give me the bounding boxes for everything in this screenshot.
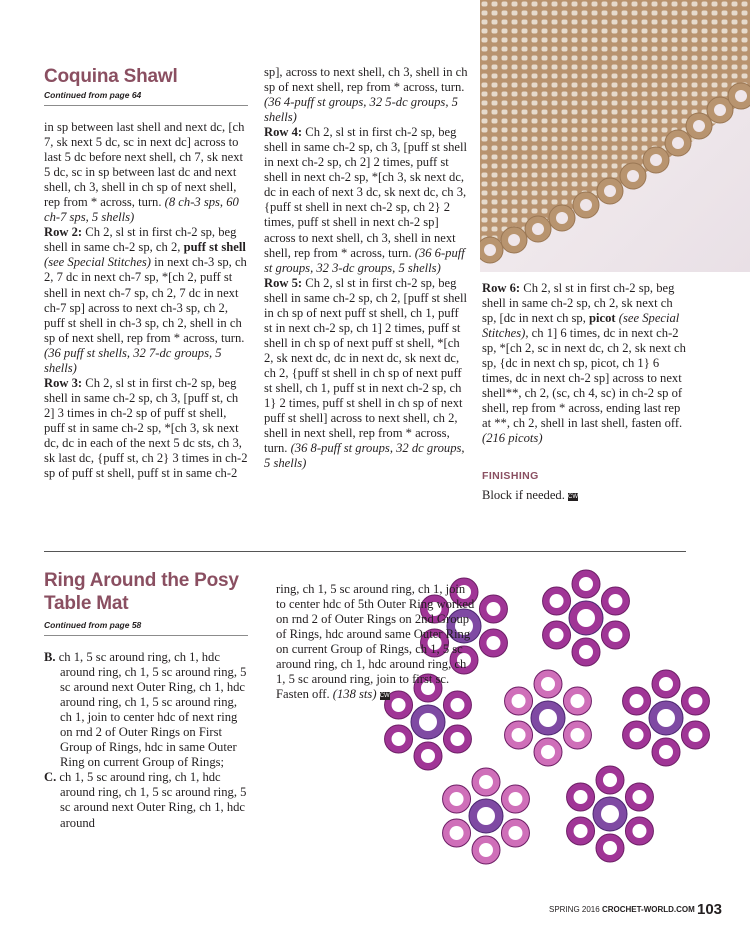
outer-ring-hole-4-5 <box>688 694 702 708</box>
ring-col2-count: (138 sts) <box>332 687 377 702</box>
row4-label: Row 4: <box>264 125 303 140</box>
coquina-column-2 <box>264 65 468 471</box>
row3-text: Ch 2, sl st in first ch-2 sp, beg shell in same ch-2 sp, ch 3, [puff st, ch 2] 3 times in ch-2 sp of puff st shell, puff st in same ch-2 sp, *[ch 3, sk next dc, dc in each of the next 5 dc sts, ch 3, sk last dc, {puff st, ch 2} 3 times in ch-2 sp of puff st shell, puff st in same ch-2 <box>44 375 248 481</box>
step-c-text: ch 1, 5 sc around ring, ch 1, hdc around ring, ch 1, 5 sc around ring, 5 sc around next Outer Ring, ch 1, hdc around <box>59 770 247 830</box>
ring-title <box>44 569 239 615</box>
outer-ring-hole-1-2 <box>550 628 564 642</box>
center-ring-hole-2 <box>419 713 437 731</box>
outer-ring-hole-1-5 <box>608 594 622 608</box>
ring-continued: Continued from page 58 <box>44 620 142 630</box>
outer-ring-hole-5-0 <box>508 826 522 840</box>
outer-ring-hole-4-2 <box>630 728 644 742</box>
outer-ring-hole-6-5 <box>632 790 646 804</box>
shawl-photo-image <box>480 0 750 272</box>
coquina-column-3 <box>482 281 686 447</box>
row4-count: (36 6-puff st groups, 32 3-dc groups, 5 shells) <box>264 245 465 275</box>
step-b-label: B. <box>44 650 56 664</box>
row6-text-a: Ch 2, sl st in first ch-2 sp, beg shell in same ch-2 sp, ch 2, sk next ch sp, [dc in next ch sp, <box>482 281 675 326</box>
outer-ring-hole-3-0 <box>570 728 584 742</box>
outer-ring-hole-3-2 <box>512 728 526 742</box>
row5-count: (36 8-puff st groups, 32 dc groups, 5 shells) <box>264 441 465 471</box>
row2-text-a: Ch 2, sl st in first ch-2 sp, beg shell in same ch-2 sp, ch 2, <box>44 225 237 255</box>
row3-label: Row 3: <box>44 375 83 390</box>
outer-ring-hole-4-0 <box>688 728 702 742</box>
outer-ring-hole-6-1 <box>603 841 617 855</box>
outer-ring-hole-6-2 <box>574 824 588 838</box>
center-ring-hole-6 <box>601 805 619 823</box>
section-divider <box>44 551 686 552</box>
center-ring-hole-3 <box>539 709 557 727</box>
coquina-rule <box>44 105 248 106</box>
outer-ring-hole-6-3 <box>574 790 588 804</box>
coquina-continued: Continued from page 64 <box>44 90 142 100</box>
footer-issue <box>549 905 695 914</box>
finishing-text: Block if needed. <box>482 488 565 502</box>
row2-special: (see Special Stitches) <box>44 255 152 270</box>
finishing-heading: FINISHING <box>482 470 539 482</box>
outer-ring-hole-5-1 <box>479 843 493 857</box>
outer-ring-hole-5-5 <box>508 792 522 806</box>
ring-rule <box>44 635 248 636</box>
row5-label: Row 5: <box>264 275 303 290</box>
outer-ring-hole-2-2 <box>392 732 406 746</box>
ring-title-line-1: Ring Around the Posy <box>44 570 239 591</box>
outer-ring-hole-1-4 <box>579 577 593 591</box>
outer-ring-hole-6-0 <box>632 824 646 838</box>
cw-end-mark: CW <box>568 494 579 500</box>
outer-ring-hole-4-4 <box>659 677 673 691</box>
footer-season: SPRING 2016 <box>549 905 600 914</box>
row6-count: (216 picots) <box>482 431 543 446</box>
outer-ring-hole-1-1 <box>579 645 593 659</box>
ring-column-2 <box>276 582 476 702</box>
outer-ring-hole-6-4 <box>603 773 617 787</box>
row6-text-b: , ch 1] 6 times, dc in next ch-2 sp, *[ch 2, sc in next dc, ch 2, sk next ch sp, {dc in next ch sp, picot, ch 1} 6 times, dc in next ch-2 sp] across to next shell**, ch 2, (sc, ch 4, sc) in ch-2 sp of shell, rep from * across, ending last rep at **, ch 2, shell in last shell, fasten off. <box>482 326 686 431</box>
outer-ring-hole-1-0 <box>608 628 622 642</box>
outer-ring-hole-0-0 <box>486 636 500 650</box>
page-number: 103 <box>697 901 723 918</box>
coquina-title: Coquina Shawl <box>44 66 178 87</box>
step-b-text: ch 1, 5 sc around ring, ch 1, hdc around ring, ch 1, 5 sc around ring, 5 sc around next Outer Ring, ch 1, hdc around ring, ch 1, 5 sc around ring, ch 1, join to center hdc of next ring on rnd 2 of Outer Rings on First Group of Rings, hdc in same Outer Ring on current Group of Rings; <box>58 650 247 770</box>
outer-ring-hole-2-0 <box>450 732 464 746</box>
outer-ring-hole-4-1 <box>659 745 673 759</box>
row5-text: Ch 2, sl st in first ch-2 sp, beg shell in same ch-2 sp, ch 2, [puff st shell in ch sp of next puff st shell, ch 1, puff st in next ch-2 sp, ch 1] 2 times, puff st shell in ch sp of next puff st shell, *[ch 2, sk next dc, dc in next dc, sk next dc, ch 2, {puff st shell in ch sp of next puff st shell, ch 1, puff st in next ch-2 sp, ch 1} 2 times, puff st shell in ch sp of next puff st shell] across to next shell, ch 2, shell in next shell, rep from * across, turn. <box>264 275 467 456</box>
outer-ring-hole-5-4 <box>479 775 493 789</box>
center-ring-hole-1 <box>577 609 595 627</box>
center-ring-hole-5 <box>477 807 495 825</box>
cw-end-mark-2: CW <box>379 693 390 700</box>
coquina-col2-intro: sp], across to next shell, ch 3, shell in ch sp of next shell, rep from * across, turn. <box>264 65 468 95</box>
outer-ring-hole-3-3 <box>512 694 526 708</box>
step-c-label: C. <box>44 770 57 785</box>
coquina-col2-count: (36 4-puff st groups, 32 5-dc groups, 5 shells) <box>264 95 458 125</box>
row2-label: Row 2: <box>44 225 83 240</box>
outer-ring-hole-5-2 <box>450 826 464 840</box>
center-ring-hole-4 <box>657 709 675 727</box>
row4-text: Ch 2, sl st in first ch-2 sp, beg shell in same ch-2 sp, ch 3, [puff st shell in next ch-2 sp, ch 2] 2 times, puff st shell in next ch-2 sp, *[ch 3, sk next dc, dc in each of next 3 dc, sk next dc, ch 3, {puff st shell in next ch-2 sp, ch 2} 2 times, puff st shell in next ch-2 sp] across to next shell, ch 3, shell in next shell, rep from * across, turn. <box>264 125 467 260</box>
outer-ring-hole-0-5 <box>486 602 500 616</box>
ring-col2-text: ring, ch 1, 5 sc around ring, ch 1, join to center hdc of 5th Outer Ring worked on rnd 2 of Outer Rings on 2nd Group of Rings, hdc around same Outer Ring on current Group of Rings, ch 1, 5 sc around ring, ch 1, hdc around ring, ch 1, 5 sc around ring, join to first sc. Fasten off. <box>276 582 475 702</box>
finishing-text-block <box>482 488 686 503</box>
row2-count: (36 puff st shells, 32 7-dc groups, 5 shells) <box>44 345 222 375</box>
outer-ring-hole-2-1 <box>421 749 435 763</box>
outer-ring-hole-4-3 <box>630 694 644 708</box>
outer-ring-hole-3-1 <box>541 745 555 759</box>
footer-site: CROCHET-WORLD.COM <box>601 905 695 914</box>
outer-ring-hole-3-4 <box>541 677 555 691</box>
shawl-photo <box>480 0 750 272</box>
row2-bold: puff st shell <box>183 240 246 255</box>
coquina-intro-count: (8 ch-3 sps, 60 ch-7 sps, 5 shells) <box>44 195 239 225</box>
outer-ring-hole-1-3 <box>550 594 564 608</box>
coquina-column-1 <box>44 120 248 481</box>
row6-label: Row 6: <box>482 281 521 295</box>
row2-text-b: in next ch-3 sp, ch 2, 7 dc in next ch-7 sp, *[ch 2, puff st shell in next ch-7 sp, ch 2, 7 dc in next ch-7 sp] across to next ch-3 sp, ch 2, puff st shell in ch-3 sp, ch 2, shell in ch sp of next shell, rep from * across, turn. <box>44 255 247 345</box>
coquina-intro: in sp between last shell and next dc, [ch 7, sk next 5 dc, sc in next dc] across to last 5 dc before next shell, ch 7, sk next 5 dc, sc in sp between last dc and next shell, ch 3, shell in ch sp of next shell, rep from * across, turn. <box>44 120 245 210</box>
row6-special: (see Special Stitches) <box>482 311 680 341</box>
ring-title-line-2: Table Mat <box>44 593 129 614</box>
outer-ring-hole-5-3 <box>450 792 464 806</box>
outer-ring-hole-3-5 <box>570 694 584 708</box>
ring-column-1 <box>44 650 250 831</box>
row6-bold: picot <box>589 311 616 326</box>
